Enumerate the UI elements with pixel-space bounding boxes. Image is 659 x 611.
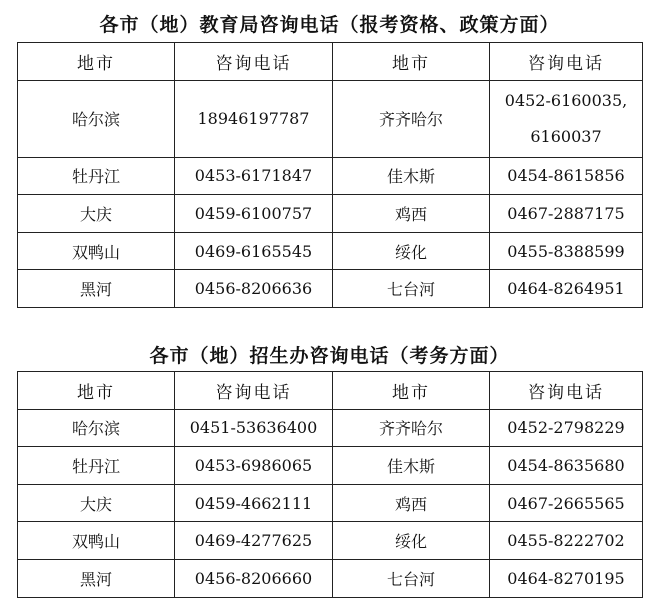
phone-cell: 0452-2798229 xyxy=(490,409,643,447)
table-row xyxy=(18,270,643,308)
phone-cell: 0459-6100757 xyxy=(175,195,333,233)
admissions-office-title: 各市（地）招生办咨询电话（考务方面） xyxy=(149,345,510,367)
city-cell: 大庆 xyxy=(18,195,175,233)
city-cell: 黑河 xyxy=(18,270,175,308)
phone-cell: 0464-8270195 xyxy=(490,559,643,597)
table-row xyxy=(18,447,643,485)
city-cell: 齐齐哈尔 xyxy=(333,409,490,447)
phone-cell: 0467-2887175 xyxy=(490,195,643,233)
table-row xyxy=(18,157,643,195)
table-row xyxy=(18,409,643,447)
table-row xyxy=(18,195,643,233)
city-cell: 佳木斯 xyxy=(333,157,490,195)
phone-line: 0452-6160035, xyxy=(504,90,628,110)
phone-cell: 0459-4662111 xyxy=(175,484,333,522)
city-cell: 七台河 xyxy=(333,559,490,597)
phone-cell: 0455-8388599 xyxy=(490,232,643,270)
phone-cell: 0454-8635680 xyxy=(490,447,643,485)
header-city: 地市 xyxy=(333,43,490,81)
city-cell: 黑河 xyxy=(18,559,175,597)
city-cell: 七台河 xyxy=(333,270,490,308)
phone-cell: 0469-6165545 xyxy=(175,232,333,270)
phone-cell xyxy=(490,80,643,157)
phone-cell: 0456-8206636 xyxy=(175,270,333,308)
city-cell: 鸡西 xyxy=(333,195,490,233)
phone-cell: 0454-8615856 xyxy=(490,157,643,195)
table-row xyxy=(18,559,643,597)
city-cell: 双鸭山 xyxy=(18,522,175,560)
table-header-row xyxy=(18,43,643,81)
city-cell: 哈尔滨 xyxy=(18,409,175,447)
header-phone: 咨询电话 xyxy=(490,372,643,410)
phone-cell: 0464-8264951 xyxy=(490,270,643,308)
city-cell: 哈尔滨 xyxy=(18,80,175,157)
phone-cell: 18946197787 xyxy=(175,80,333,157)
city-cell: 牡丹江 xyxy=(18,447,175,485)
header-phone: 咨询电话 xyxy=(175,372,333,410)
header-city: 地市 xyxy=(18,372,175,410)
table-header-row xyxy=(18,372,643,410)
city-cell: 鸡西 xyxy=(333,484,490,522)
city-cell: 绥化 xyxy=(333,522,490,560)
phone-line: 6160037 xyxy=(530,126,602,146)
edu-bureau-title: 各市（地）教育局咨询电话（报考资格、政策方面） xyxy=(99,14,560,36)
table-row xyxy=(18,80,643,157)
city-cell: 齐齐哈尔 xyxy=(333,80,490,157)
city-cell: 牡丹江 xyxy=(18,157,175,195)
edu-bureau-table xyxy=(17,42,643,308)
phone-cell: 0467-2665565 xyxy=(490,484,643,522)
phone-cell: 0456-8206660 xyxy=(175,559,333,597)
header-phone: 咨询电话 xyxy=(490,43,643,81)
table-row xyxy=(18,484,643,522)
header-city: 地市 xyxy=(333,372,490,410)
phone-cell: 0469-4277625 xyxy=(175,522,333,560)
phone-cell: 0451-53636400 xyxy=(175,409,333,447)
header-phone: 咨询电话 xyxy=(175,43,333,81)
table-row xyxy=(18,522,643,560)
city-cell: 大庆 xyxy=(18,484,175,522)
city-cell: 佳木斯 xyxy=(333,447,490,485)
phone-cell: 0455-8222702 xyxy=(490,522,643,560)
table-row xyxy=(18,232,643,270)
phone-cell: 0453-6171847 xyxy=(175,157,333,195)
admissions-office-table xyxy=(17,371,643,598)
phone-cell: 0453-6986065 xyxy=(175,447,333,485)
city-cell: 绥化 xyxy=(333,232,490,270)
header-city: 地市 xyxy=(18,43,175,81)
city-cell: 双鸭山 xyxy=(18,232,175,270)
